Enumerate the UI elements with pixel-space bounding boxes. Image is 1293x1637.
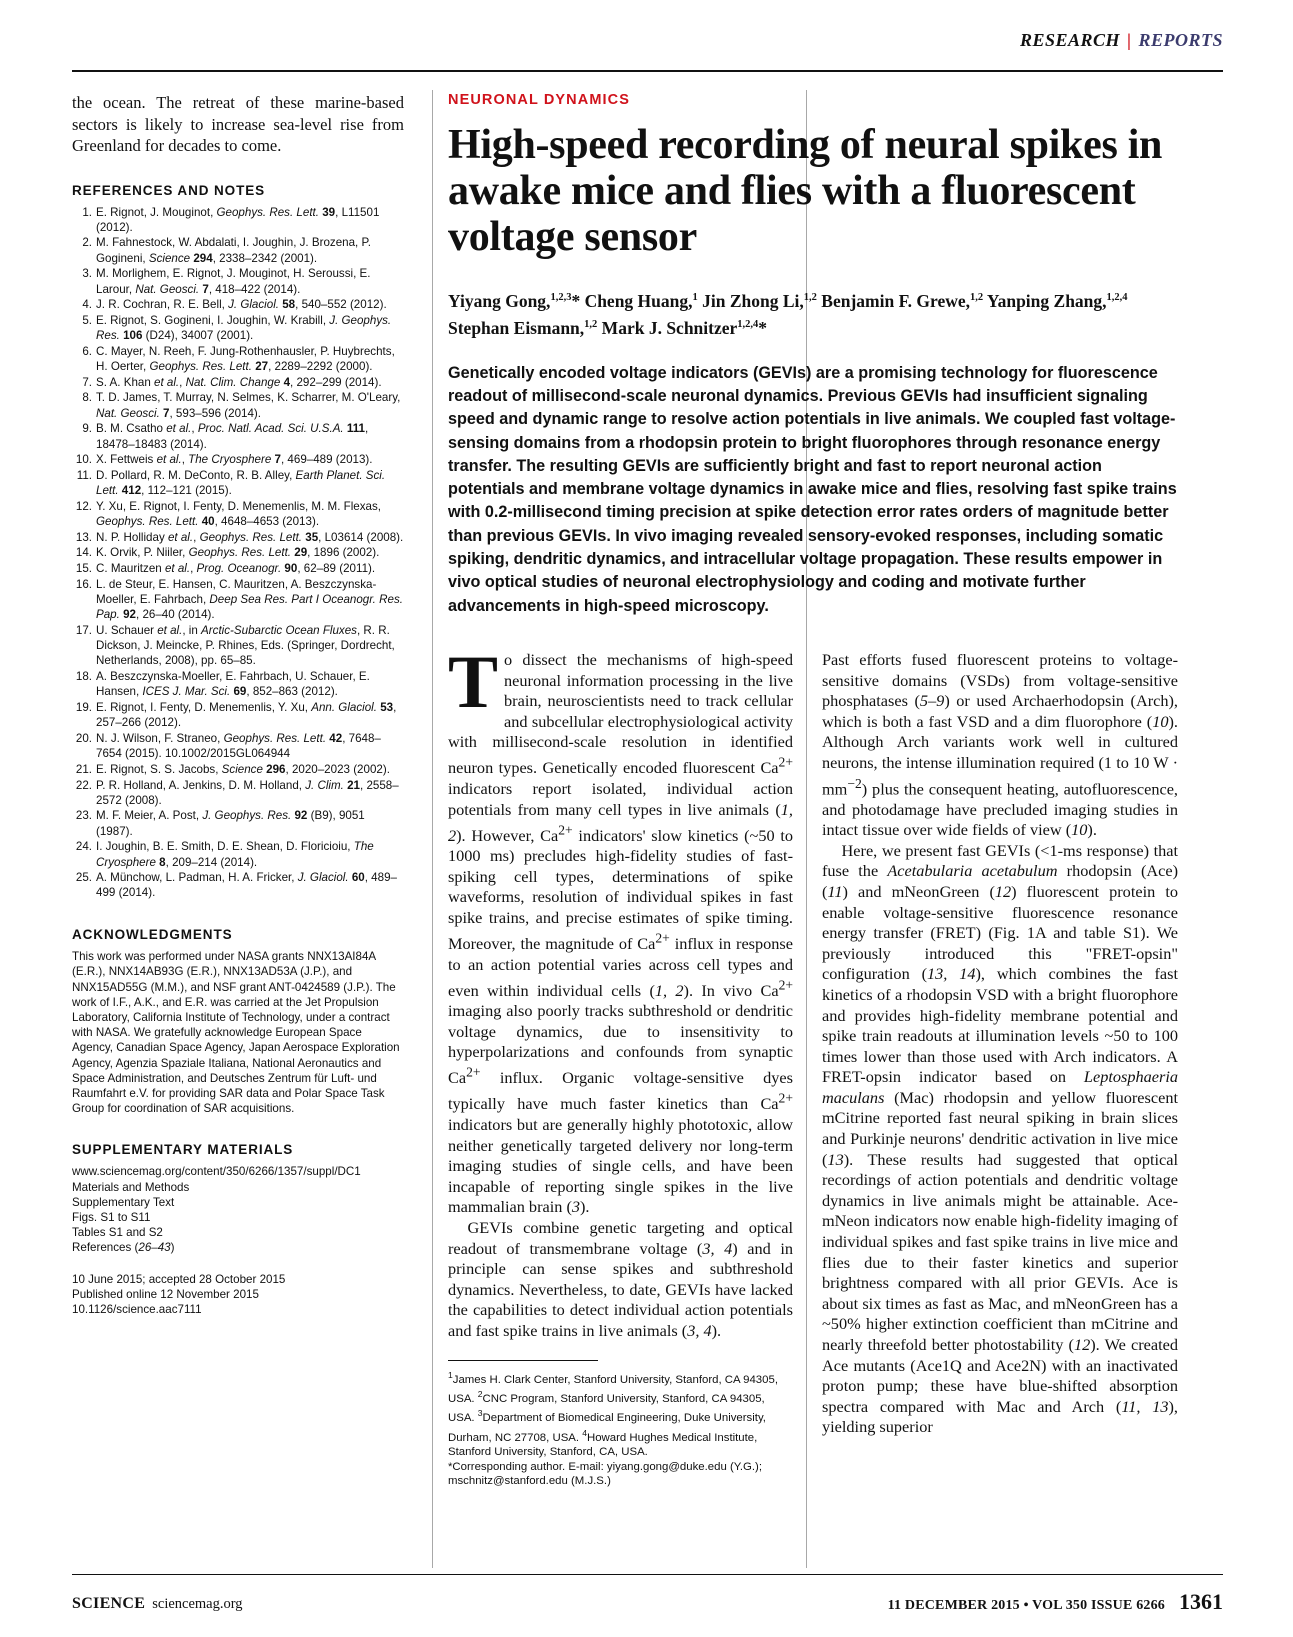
reference-number: 6. <box>82 344 92 358</box>
reference-item: 12. Y. Xu, E. Rignot, I. Fenty, D. Menemenlis, M. M. Flexas, Geophys. Res. Lett. 40, 4648–4653 (2013). <box>72 499 404 529</box>
reference-number: 3. <box>82 267 92 281</box>
acknowledgments-body: This work was performed under NASA grants NNX13AI84A (E.R.), NNX14AB93G (E.R.), NNX13AD53A (J.P.), and NNX15AD55G (M.M.), and NSF grant ANT-0424589 (J.P.). The work of I.F., A.K., and E.R. was carried at the Jet Propulsion Laboratory, California Institute of Technology, under a contract with NASA. We gratefully acknowledge European Space Agency, Canadian Space Agency, Japan Aerospace Exploration Agency, Agenzia Spaziale Italiana, National Aeronautics and Space Administration, and Deutsches Zentrum für Luft- und Raumfahrt e.V. for providing SAR data and Polar Space Task Group for coordination of SAR acquisitions. <box>72 950 400 1116</box>
reference-number: 11. <box>76 468 92 482</box>
reference-number: 14. <box>75 546 92 560</box>
supplementary-materials-list <box>72 1164 404 1255</box>
reference-number: 19. <box>75 701 92 714</box>
footer-rule <box>72 1574 1223 1575</box>
reference-number: 2. <box>82 236 92 250</box>
reference-number: 25. <box>75 871 92 885</box>
running-head-reports: REPORTS <box>1138 30 1223 50</box>
running-head-research: RESEARCH <box>1019 30 1120 50</box>
affiliations: $^1$James H. Clark Center, Stanford University, Stanford, CA 94305, USA. $^2$CNC Program, Stanford University, Stanford, CA 94305, USA. $^3$Department of Biomedical Engineering, Duke University, Durham, NC 27708, USA. $^4$Howard Hughes Medical Institute, Stanford University, Stanford, CA, USA. <box>448 1369 778 1459</box>
body-paragraph: Past efforts fused fluorescent proteins to voltage-sensitive domains (VSDs) from voltage-sensitive phosphatases (5–9) or used Archaerhodopsin (Arch), which is both a fast VSD and a dim fluorophore (10). Although Arch variants work well in cultured neurons, the intense illumination required (1 to 10 $W \cdot mm^{-2}$) plus the consequent heating, autofluorescence, and photodamage have precluded imaging studies in intact tissue over wide fields of view (10). <box>822 650 1179 840</box>
section-kicker: NEURONAL DYNAMICS <box>448 92 630 108</box>
reference-number: 12. <box>75 499 92 513</box>
continued-paragraph: the ocean. The retreat of these marine-based sectors is likely to increase sea-level rise from Greenland for decades to come. <box>72 93 404 155</box>
body-paragraph: Here, we present fast GEVIs (<1-ms response) that fuse the Acetabularia acetabulum rhodopsin (Ace) (11) and mNeonGreen (12) fluorescent protein to enable voltage-sensitive fluorescence resonance energy transfer (FRET) (Fig. 1A and table S1). We previously introduced this "FRET-opsin" configuration (13, 14), which combines the fast kinetics of a rhodopsin VSD with a bright fluorophore and provides high-fidelity membrane potential and spike train readouts at illumination levels ~50 to 100 times lower than those used with Arch indicators. A FRET-opsin indicator based on Leptosphaeria maculans (Mac) rhodopsin and yellow fluorescent mCitrine reported fast neural spiking in brain slices and Purkinje neurons' dendritic activation in live mice (13). These results had suggested that optical recordings of action potentials and dendritic voltage dynamics in live animals might be attainable. Ace-mNeon indicators now enable high-fidelity imaging of individual spikes and fast spike trains in live mice and flies due to their faster kinetics and superior brightness compared with all prior GEVIs. Ace is about six times as fast as Mac, and mNeonGreen has a ~50% higher extinction coefficient than mCitrine and nearly threefold better photostability (12). We created Ace mutants (Ace1Q and Ace2N) with an inactivated proton pump; these have blue-shifted absorption spectra compared with Mac and Arch (11, 13), yielding superior <box>822 840 1179 1437</box>
spacer <box>72 1116 404 1142</box>
reference-item: 6. C. Mayer, N. Reeh, F. Jung-Rothenhausler, P. Huybrechts, H. Oerter, Geophys. Res. Lett. 27, 2289–2292 (2000). <box>72 344 404 374</box>
reference-number: 9. <box>82 422 92 436</box>
abstract: Genetically encoded voltage indicators (GEVIs) are a promising technology for fluorescence readout of millisecond-scale neuronal dynamics. Previous GEVIs had insufficient signaling speed and dynamic range to resolve action potentials in live animals. We coupled fast voltage-sensing domains from a rhodopsin protein to bright fluorophores through resonance energy transfer. The resulting GEVIs are sufficiently bright and fast to report neuronal action potentials and membrane voltage dynamics in awake mice and flies, resolving fast spike trains with 0.2-millisecond timing precision at spike detection error rates orders of magnitude better than previous GEVIs. In vivo imaging revealed sensory-evoked responses, including somatic spiking, dendritic dynamics, and intracellular voltage propagation. These results empower in vivo optical studies of neuronal electrophysiology and coding and motivate further advancements in high-speed microscopy. <box>448 363 1177 615</box>
reference-number: 24. <box>75 840 92 854</box>
body-column-right <box>822 650 1178 1438</box>
reference-item: 10. X. Fettweis et al., The Cryosphere 7, 469–489 (2013). <box>72 452 404 467</box>
acknowledgments-heading: ACKNOWLEDGMENTS <box>72 927 233 943</box>
reference-item: 15. C. Mauritzen et al., Prog. Oceanogr. 90, 62–89 (2011). <box>72 561 404 576</box>
footer-website[interactable]: sciencemag.org <box>152 1596 243 1612</box>
running-head <box>1020 30 1223 51</box>
publication-date-line: Published online 12 November 2015 <box>72 1287 259 1301</box>
reference-item: 23. M. F. Meier, A. Post, J. Geophys. Res. 92 (B9), 9051 (1987). <box>72 808 404 838</box>
supplementary-line: Figs. S1 to S11 <box>72 1210 151 1224</box>
reference-item: 7. S. A. Khan et al., Nat. Clim. Change 4, 292–299 (2014). <box>72 375 404 390</box>
reference-item: 2. M. Fahnestock, W. Abdalati, I. Joughin, J. Brozena, P. Gogineni, Science 294, 2338–2342 (2001). <box>72 235 404 265</box>
footer-issue-line: 11 DECEMBER 2015 • VOL 350 ISSUE 6266 <box>887 1598 1165 1613</box>
reference-item: 9. B. M. Csatho et al., Proc. Natl. Acad. Sci. U.S.A. 111, 18478–18483 (2014). <box>72 421 404 451</box>
page-number: 1361 <box>1179 1589 1223 1614</box>
column-divider-1 <box>432 90 433 1568</box>
reference-number: 22. <box>75 778 92 792</box>
reference-item: 25. A. Münchow, L. Padman, H. A. Fricker, J. Glaciol. 60, 489–499 (2014). <box>72 870 404 900</box>
reference-item: 17. U. Schauer et al., in Arctic-Subarctic Ocean Fluxes, R. R. Dickson, J. Meincke, P. Rhines, Eds. (Springer, Dordrecht, Netherlands, 2008), pp. 65–85. <box>72 623 404 669</box>
reference-item: 8. T. D. James, T. Murray, N. Selmes, K. Scharrer, M. O'Leary, Nat. Geosci. 7, 593–596 (2014). <box>72 390 404 420</box>
reference-item: 24. I. Joughin, B. E. Smith, D. E. Shean, D. Floricioiu, The Cryosphere 8, 209–214 (2014). <box>72 839 404 869</box>
reference-item: 11. D. Pollard, R. M. DeConto, R. B. Alley, Earth Planet. Sci. Lett. 412, 112–121 (2015). <box>72 468 404 498</box>
supplementary-line: Tables S1 and S2 <box>72 1226 163 1240</box>
spacer <box>72 901 404 927</box>
footnote-rule <box>448 1360 598 1361</box>
publication-dates <box>72 1272 404 1318</box>
body-column-middle <box>448 641 794 1489</box>
publication-date-line: 10 June 2015; accepted 28 October 2015 <box>72 1272 286 1286</box>
reference-number: 16. <box>75 577 92 591</box>
reference-item: 19. E. Rignot, I. Fenty, D. Menemenlis, Y. Xu, Ann. Glaciol. 53, 257–266 (2012). <box>72 700 404 730</box>
reference-number: 13. <box>75 530 92 544</box>
reference-item: 5. E. Rignot, S. Gogineni, I. Joughin, W. Krabill, J. Geophys. Res. 106 (D24), 34007 (2001). <box>72 313 404 343</box>
spacer <box>72 1256 404 1272</box>
reference-item: 3. M. Morlighem, E. Rignot, J. Mouginot, H. Seroussi, E. Larour, Nat. Geosci. 7, 418–422 (2014). <box>72 266 404 296</box>
left-column <box>72 92 404 1317</box>
supplementary-line: Supplementary Text <box>72 1195 175 1209</box>
footer-brand-name: SCIENCE <box>72 1595 146 1612</box>
drop-cap: T <box>448 641 499 724</box>
reference-item: 4. J. R. Cochran, R. E. Bell, J. Glaciol. 58, 540–552 (2012). <box>72 297 404 312</box>
reference-item: 16. L. de Steur, E. Hansen, C. Mauritzen, A. Beszczynska-Moeller, E. Fahrbach, Deep Sea Res. Part I Oceanogr. Res. Pap. 92, 26–40 (2014). <box>72 577 404 623</box>
reference-number: 17. <box>75 623 92 637</box>
corresponding-author: *Corresponding author. E-mail: yiyang.gong@duke.edu (Y.G.); mschnitz@stanford.edu (M.J.S.) <box>448 1460 763 1488</box>
supplementary-line: References (26–43) <box>72 1241 175 1255</box>
supplementary-line: Materials and Methods <box>72 1180 190 1194</box>
reference-number: 18. <box>75 670 92 684</box>
article-header <box>448 92 1180 618</box>
running-head-separator: | <box>1127 30 1132 50</box>
reference-number: 5. <box>82 313 92 327</box>
reference-number: 20. <box>75 731 92 745</box>
footer-brand <box>72 1595 243 1613</box>
reference-number: 4. <box>82 298 92 312</box>
reference-item: 18. A. Beszczynska-Moeller, E. Fahrbach, U. Schauer, E. Hansen, ICES J. Mar. Sci. 69, 852–863 (2012). <box>72 669 404 699</box>
reference-item: 21. E. Rignot, S. S. Jacobs, Science 296, 2020–2023 (2002). <box>72 762 404 777</box>
supplementary-line: www.sciencemag.org/content/350/6266/1357/suppl/DC1 <box>72 1165 361 1179</box>
body-paragraph: To dissect the mechanisms of high-speed neuronal information processing in the live brain, neuroscientists need to track cellular and subcellular electrophysiological activity with millisecond-scale resolution in identified neuron types. Genetically encoded fluorescent $Ca^{2+}$ indicators report isolated, individual action potentials from many cell types in live animals (1, 2). However, $Ca^{2+}$ indicators' slow kinetics (~50 to 1000 ms) precludes high-fidelity studies of fast-spiking cell types, determinations of spike waveforms, resolution of individual spikes in fast spike trains, and precise estimates of spike timing. Moreover, the magnitude of $Ca^{2+}$ influx in response to an action potential varies across cell types and even within individual cells (1, 2). In vivo $Ca^{2+}$ imaging also poorly tracks subthreshold or dendritic voltage dynamics, due to insensitivity to hyperpolarizations and confounds from synaptic $Ca^{2+}$ influx. Organic voltage-sensitive dyes typically have much faster kinetics than $Ca^{2+}$ indicators but are generally highly phototoxic, allow neither genetically targeted delivery nor long-term imaging studies of single cells, and have been incapable of reporting single spikes in the live mammalian brain (3). <box>448 641 794 1217</box>
footer-issue-info <box>888 1589 1223 1615</box>
reference-number: 15. <box>75 562 92 576</box>
reference-number: 23. <box>75 809 92 823</box>
page-title: High-speed recording of neural spikes in awake mice and flies with a fluorescent voltage sensor <box>448 122 1163 260</box>
supplementary-heading: SUPPLEMENTARY MATERIALS <box>72 1142 294 1158</box>
header-rule <box>72 70 1223 72</box>
references-heading: REFERENCES AND NOTES <box>72 182 266 198</box>
author-list: Yiyang Gong,$^{1,2,3}$* Cheng Huang,$^1$ Jin Zhong Li,$^{1,2}$ Benjamin F. Grewe,$^{1,2}$ Yanping Zhang,$^{1,2,4}$ Stephan Eismann,$^{1,2}$ Mark J. Schnitzer$^{1,2,4}$* <box>448 290 1128 338</box>
reference-item: 1. E. Rignot, J. Mouginot, Geophys. Res. Lett. 39, L11501 (2012). <box>72 205 404 235</box>
reference-number: 1. <box>82 205 92 219</box>
reference-number: 8. <box>82 391 92 405</box>
publication-date-line: 10.1126/science.aac7111 <box>72 1303 202 1316</box>
reference-item: 14. K. Orvik, P. Niiler, Geophys. Res. Lett. 29, 1896 (2002). <box>72 545 404 560</box>
reference-item: 13. N. P. Holliday et al., Geophys. Res. Lett. 35, L03614 (2008). <box>72 530 404 545</box>
reference-list <box>72 205 404 901</box>
reference-item: 22. P. R. Holland, A. Jenkins, D. M. Holland, J. Clim. 21, 2558–2572 (2008). <box>72 778 404 808</box>
reference-number: 21. <box>75 762 92 776</box>
reference-item: 20. N. J. Wilson, F. Straneo, Geophys. Res. Lett. 42, 7648–7654 (2015). 10.1002/2015GL064944 <box>72 731 404 761</box>
body-paragraph: GEVIs combine genetic targeting and optical readout of transmembrane voltage (3, 4) and in principle can sense spikes and subthreshold dynamics. Nevertheless, to date, GEVIs have lacked the capabilities to detect individual action potentials and fast spike trains in live animals (3, 4). <box>448 1217 794 1340</box>
reference-number: 10. <box>75 453 92 467</box>
reference-number: 7. <box>82 375 92 389</box>
